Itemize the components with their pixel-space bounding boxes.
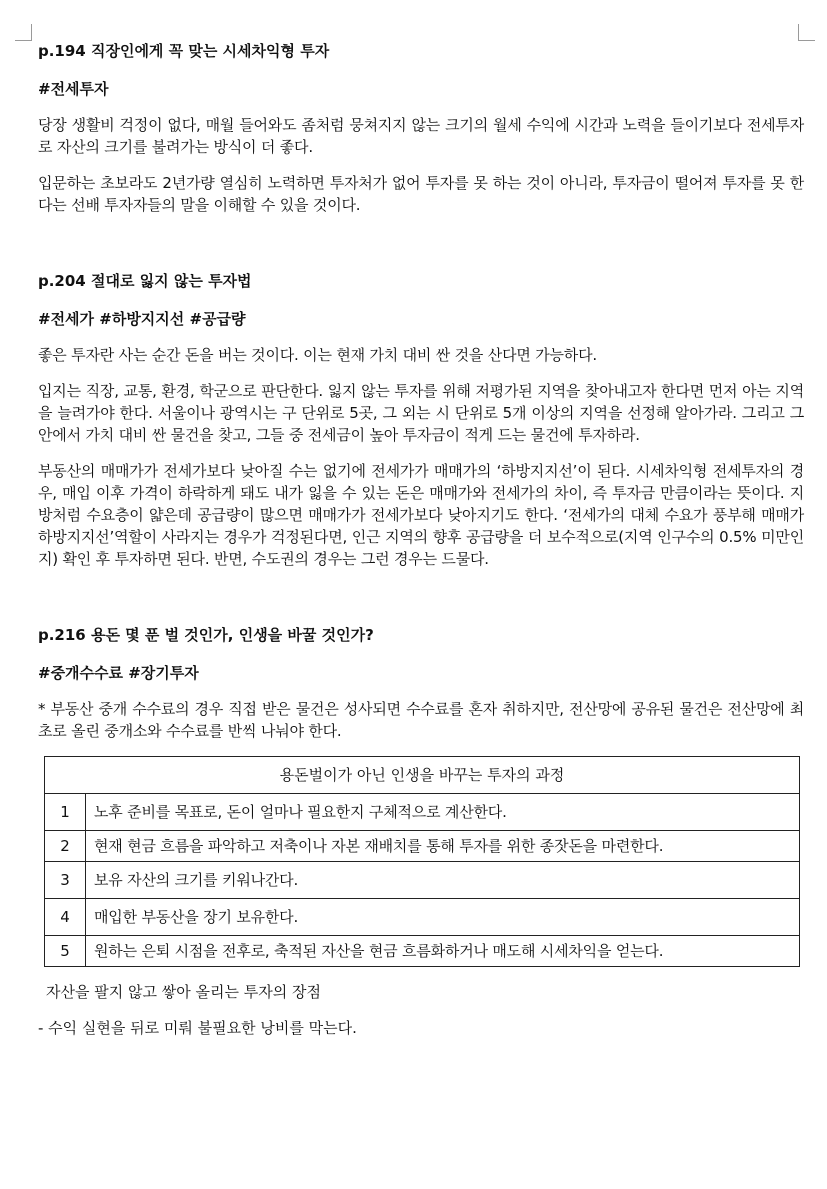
table-row <box>45 862 800 899</box>
row-number: 2 <box>45 831 86 862</box>
advantages-heading: 자산을 팔지 않고 쌓아 올리는 투자의 장점 <box>46 983 321 1001</box>
margin-marker-top-left <box>15 24 32 41</box>
row-number: 1 <box>45 794 86 831</box>
section-heading-216: p.216 용돈 몇 푼 벌 것인가, 인생을 바꿀 것인가? <box>38 626 374 644</box>
row-number: 5 <box>45 936 86 967</box>
paragraph: 입지는 직장, 교통, 환경, 학군으로 판단한다. 잃지 않는 투자를 위해 저평가된 지역을 찾아내고자 한다면 먼저 아는 지역을 늘려가야 한다. 서울이나 광역시는 구 단위로 5곳, 그 외는 시 단위로 5개 이상의 지역을 선정해 알아가라. 그리고 그 안에서 가치 대비 싼 물건을 찾고, 그들 중 전세금이 높아 투자금이 적게 드는 물건에 투자하라. <box>38 382 804 444</box>
section-tags-194: #전세투자 <box>38 80 109 98</box>
investment-process-table <box>44 756 800 967</box>
section-tags-204: #전세가 #하방지지선 #공급량 <box>38 310 246 328</box>
paragraph: 당장 생활비 걱정이 없다, 매월 들어와도 좀처럼 뭉쳐지지 않는 크기의 월세 수익에 시간과 노력을 들이기보다 전세투자로 자산의 크기를 불려가는 방식이 더 좋다. <box>38 116 804 156</box>
row-number: 4 <box>45 899 86 936</box>
table-row <box>45 899 800 936</box>
row-text: 현재 현금 흐름을 파악하고 저축이나 자본 재배치를 통해 투자를 위한 종잣돈을 마련한다. <box>86 831 800 862</box>
section-heading-194: p.194 직장인에게 꼭 맞는 시세차익형 투자 <box>38 42 330 60</box>
section-tags-216: #중개수수료 #장기투자 <box>38 664 199 682</box>
row-text: 노후 준비를 목표로, 돈이 얼마나 필요한지 구체적으로 계산한다. <box>86 794 800 831</box>
margin-marker-top-right <box>798 24 815 41</box>
section-gap <box>38 584 804 624</box>
table-row <box>45 936 800 967</box>
section-gap <box>38 230 804 270</box>
section-heading-204: p.204 절대로 잃지 않는 투자법 <box>38 272 252 290</box>
row-text: 원하는 은퇴 시점을 전후로, 축적된 자산을 현금 흐름화하거나 매도해 시세차익을 얻는다. <box>86 936 800 967</box>
row-text: 매입한 부동산을 장기 보유한다. <box>86 899 800 936</box>
paragraph: 부동산의 매매가가 전세가보다 낮아질 수는 없기에 전세가가 매매가의 ‘하방지지선’이 된다. 시세차익형 전세투자의 경우, 매입 이후 가격이 하락하게 돼도 내가 잃을 수 있는 돈은 매매가와 전세가의 차이, 즉 투자금 만큼이라는 뜻이다. 지방처럼 수요층이 얇은데 공급량이 많으면 매매가가 전세가보다 낮아지기도 한다. ‘전세가의 대체 수요가 풍부해 매매가 하방지지선’역할이 사라지는 경우가 걱정된다면, 인근 지역의 향후 공급량을 더 보수적으로(지역 인구수의 0.5% 미만인지) 확인 후 투자하면 된다. 반면, 수도권의 경우는 그런 경우는 드물다. <box>38 462 804 568</box>
paragraph: 좋은 투자란 사는 순간 돈을 버는 것이다. 이는 현재 가치 대비 싼 것을 산다면 가능하다. <box>38 346 597 364</box>
table-title: 용돈벌이가 아닌 인생을 바꾸는 투자의 과정 <box>45 757 800 794</box>
advantage-bullet: - 수익 실현을 뒤로 미뤄 불필요한 낭비를 막는다. <box>38 1019 357 1037</box>
paragraph: 입문하는 초보라도 2년가량 열심히 노력하면 투자처가 없어 투자를 못 하는 것이 아니라, 투자금이 떨어져 투자를 못 한다는 선배 투자자들의 말을 이해할 수 있을 것이다. <box>38 174 804 214</box>
paragraph: * 부동산 중개 수수료의 경우 직접 받은 물건은 성사되면 수수료를 혼자 취하지만, 전산망에 공유된 물건은 전산망에 최초로 올린 중개소와 수수료를 반씩 나눠야 한다. <box>38 700 804 740</box>
table-row <box>45 831 800 862</box>
document-body[interactable] <box>38 40 804 1039</box>
row-text: 보유 자산의 크기를 키워나간다. <box>86 862 800 899</box>
table-row <box>45 794 800 831</box>
row-number: 3 <box>45 862 86 899</box>
